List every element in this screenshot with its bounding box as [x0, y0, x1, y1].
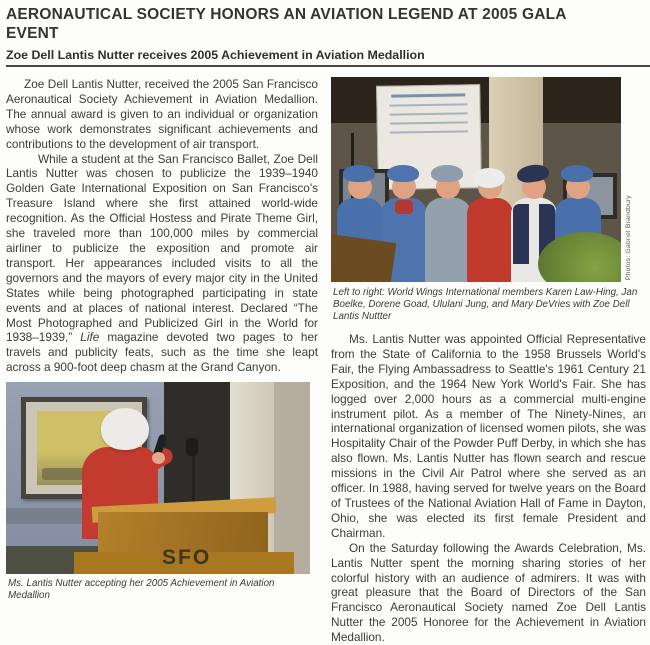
paragraph-closing: On the Saturday following the Awards Celebration, Ms. Lantis Nutter spent the morning sharing stories of her colorful history with an audience of admirers. It was with great pleasure that the Board of Directors of the San Francisco Aeronautical Society named Zoe Dell Lantis Nutter the 2005 Honoree for the Achievement in Aviation Medallion.: [331, 540, 646, 645]
photo-credit: Photos: Gabriel Brandbury: [625, 195, 632, 281]
photo-wall-right: [274, 382, 310, 574]
woman-white-hair: [101, 408, 149, 450]
poster-line: [389, 103, 467, 106]
red-suit-torso: [467, 198, 513, 282]
uniform-scarf: [395, 200, 413, 214]
uniform-hat: [387, 165, 419, 182]
poster-heading-line: [391, 93, 465, 97]
paragraph-intro: Zoe Dell Lantis Nutter, received the 2005 San Francisco Aeronautical Society Achievement in Aviation Medallion. The annual award is given to an individual or organization whose work demonstrates significant achievements and contributions to the development of air transport.: [6, 77, 318, 151]
white-hair: [473, 168, 505, 188]
paragraph-history-text-cont: magazine devoted two pages to her travels and publicity feats, such as the time she leapt across a 900-foot deep chasm at the Grand Canyon.: [6, 330, 318, 375]
page-title: AERONAUTICAL SOCIETY HONORS AN AVIATION LEGEND AT 2005 GALA EVENT: [6, 6, 567, 42]
right-column: [331, 77, 646, 645]
poster-line: [390, 112, 468, 115]
paragraph-history: [6, 152, 318, 376]
article-header: [0, 0, 650, 67]
left-column: [6, 77, 318, 645]
poster-line: [390, 121, 468, 124]
group-photo: [331, 77, 621, 282]
podium-sfo-text: SFO: [162, 546, 212, 570]
group-photo-block: [331, 77, 646, 323]
group-photo-caption: Left to right: World Wings International members Karen Law-Hing, Jan Boelke, Dorene Goad, Ululani Jung, and Mary DeVries with Zoe Dell Lantis Nuttter: [333, 287, 638, 322]
podium-photo-block: [6, 382, 318, 602]
paragraph-appointments: Ms. Lantis Nutter was appointed Official Representative from the State of California to the 1958 Brussels World's Fair, the Flying Ambassadress to Seattle's 1961 Century 21 Exposition, and the 1964 New York World's Fair. She has logged over 2,000 hours as a commercial multi-engine instrument pilot. As a member of The Ninety-Nines, an international organization of licensed women pilots, she was Hospitality Chair of the Powder Puff Derby, in which she has also flown. Ms. Lantis Nutter has flown search and rescue missions in the Civil Air Patrol where she served as an officer. In 1988, having served for twelve years on the Board of Trustees of the National Aviation Hall of Fame in Dayton, Ohio, she was elected its first female President and Chairman.: [331, 332, 646, 540]
paragraph-history-text: While a student at the San Francisco Ballet, Zoe Dell Lantis Nutter was chosen to publicize the 1939–1940 Golden Gate International Exposition on San Francisco's Treasure Island where she first attained world-wide recognition. As the Official Hostess and Pirate Theme Girl, she traveled more than 100,000 miles by commercial airliner to publicize the exposition and promote air transport. Her appearances included visits to all the governors and the mayors of every major city in the United States while being photographed participating in state events and at places of national interest. Declared “The Most Photographed and Publicized Girl in the World for 1938–1939,”: [6, 151, 318, 345]
microphone-stand-mic: [186, 438, 198, 456]
life-magazine-italic: Life: [80, 330, 100, 345]
article-subtitle: Zoe Dell Lantis Nutter receives 2005 Achievement in Aviation Medallion: [6, 48, 425, 62]
podium-photo-caption: Ms. Lantis Nutter accepting her 2005 Achievement in Aviation Medallion: [8, 578, 275, 602]
two-column-layout: [0, 67, 650, 645]
poster-line: [390, 130, 468, 133]
podium-photo: [6, 382, 310, 574]
uniform-hat: [561, 165, 593, 182]
uniform-hat: [516, 163, 550, 184]
navy-jacket-lapel: [513, 204, 529, 264]
uniform-hat: [431, 165, 463, 182]
zoe-dell-lantis-nutter: [465, 160, 515, 282]
uniform-hat: [343, 165, 375, 182]
